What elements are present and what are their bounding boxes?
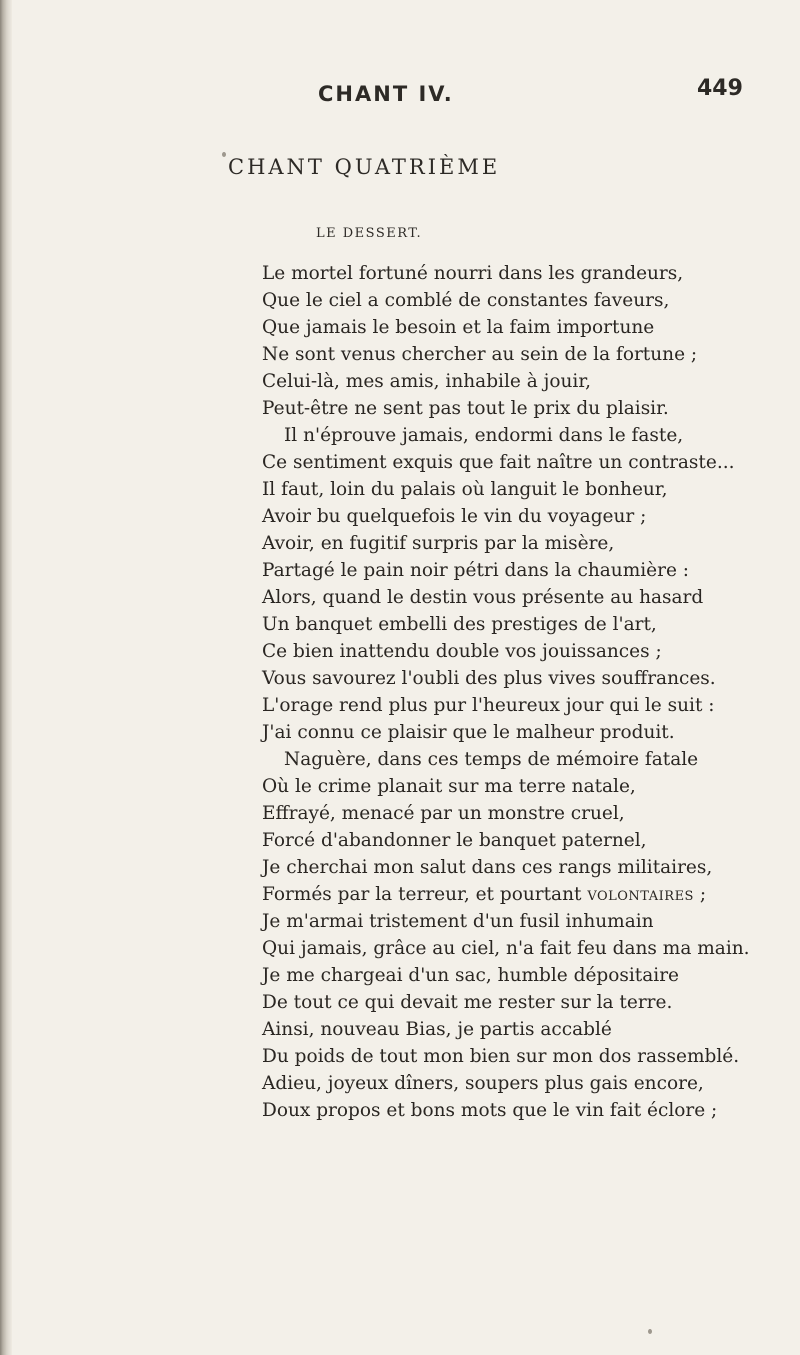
- verse-line: Celui-là, mes amis, inhabile à jouir,: [262, 371, 592, 392]
- verse-line: Que jamais le besoin et la faim importune: [262, 317, 655, 338]
- verse-line: J'ai connu ce plaisir que le malheur produit.: [262, 722, 675, 743]
- verse-line: Ce bien inattendu double vos jouissances ;: [262, 641, 662, 662]
- verse-line: L'orage rend plus pur l'heureux jour qui le suit :: [262, 695, 715, 716]
- verse-line: Le mortel fortuné nourri dans les grandeurs,: [262, 263, 684, 284]
- verse-line: Il n'éprouve jamais, endormi dans le faste,: [284, 425, 684, 446]
- poem-body: [262, 260, 782, 1124]
- verse-line: Ce sentiment exquis que fait naître un contraste...: [262, 452, 735, 473]
- verse-line-start: Formés par la terreur, et pourtant: [262, 884, 582, 905]
- verse-line: Je me chargeai d'un sac, humble dépositaire: [262, 965, 679, 986]
- verse-line: Adieu, joyeux dîners, soupers plus gais encore,: [262, 1073, 704, 1094]
- verse-line: [262, 881, 782, 908]
- verse-line: Du poids de tout mon bien sur mon dos rassemblé.: [262, 1046, 740, 1067]
- verse-line: Effrayé, menacé par un monstre cruel,: [262, 803, 625, 824]
- verse-line: Où le crime planait sur ma terre natale,: [262, 776, 636, 797]
- verse-line: Peut-être ne sent pas tout le prix du plaisir.: [262, 398, 669, 419]
- verse-line: Alors, quand le destin vous présente au hasard: [262, 587, 704, 608]
- verse-line: Un banquet embelli des prestiges de l'art,: [262, 614, 657, 635]
- verse-line: De tout ce qui devait me rester sur la terre.: [262, 992, 673, 1013]
- verse-line: Forcé d'abandonner le banquet paternel,: [262, 830, 647, 851]
- verse-line: Partagé le pain noir pétri dans la chaumière :: [262, 560, 690, 581]
- verse-line: Je m'armai tristement d'un fusil inhumain: [262, 911, 654, 932]
- smallcaps-word: volontaires: [587, 884, 694, 905]
- verse-line: Il faut, loin du palais où languit le bonheur,: [262, 479, 668, 500]
- running-head: CHANT IV.: [318, 82, 454, 106]
- verse-line: Ainsi, nouveau Bias, je partis accablé: [262, 1019, 612, 1040]
- chapter-title: CHANT QUATRIÈME: [228, 155, 501, 179]
- verse-line: Que le ciel a comblé de constantes faveurs,: [262, 290, 670, 311]
- paper-speck: [222, 152, 226, 157]
- page-binding-edge: [0, 0, 12, 1355]
- verse-line-end: ;: [693, 884, 707, 905]
- paper-speck: [648, 1329, 652, 1334]
- verse-line: Naguère, dans ces temps de mémoire fatale: [284, 749, 699, 770]
- verse-line: Vous savourez l'oubli des plus vives souffrances.: [262, 668, 716, 689]
- page-number: 449: [697, 76, 743, 101]
- verse-line: Je cherchai mon salut dans ces rangs militaires,: [262, 857, 713, 878]
- chapter-subtitle: LE DESSERT.: [316, 226, 423, 241]
- verse-line: Qui jamais, grâce au ciel, n'a fait feu dans ma main.: [262, 938, 750, 959]
- verse-line: Avoir, en fugitif surpris par la misère,: [262, 533, 615, 554]
- verse-line: Avoir bu quelquefois le vin du voyageur ;: [262, 506, 647, 527]
- verse-line: Ne sont venus chercher au sein de la fortune ;: [262, 344, 698, 365]
- verse-line: Doux propos et bons mots que le vin fait éclore ;: [262, 1100, 718, 1121]
